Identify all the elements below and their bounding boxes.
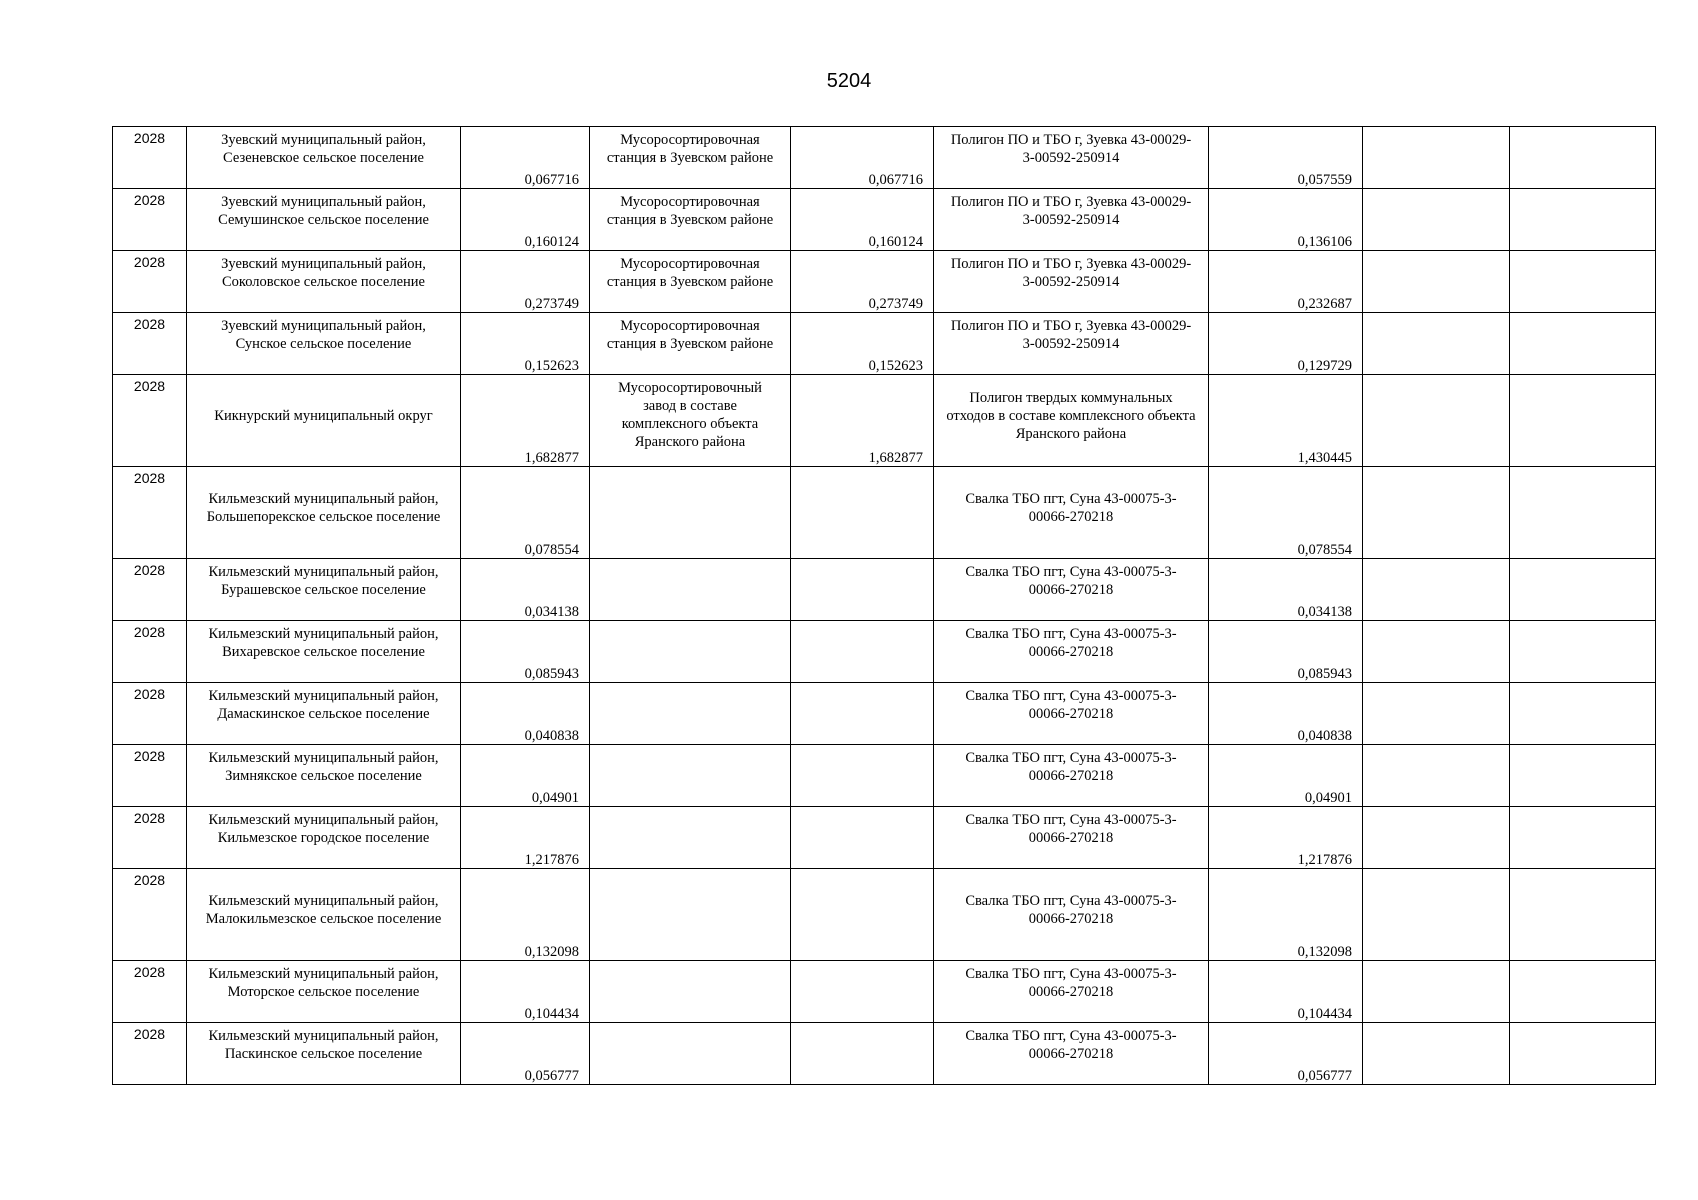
territory-text: Зуевский муниципальный район, Семушинское сельское поселение (218, 194, 429, 228)
sorting-facility-cell (590, 189, 791, 251)
year-cell (113, 961, 187, 1023)
empty-cell (1363, 313, 1510, 375)
landfill-text: Свалка ТБО пгт, Суна 43-00075-3-00066-270218 (965, 1028, 1177, 1062)
empty-cell (1363, 1023, 1510, 1085)
landfill-cell (934, 869, 1209, 961)
year-text: 2028 (133, 378, 166, 394)
table-row (113, 621, 1656, 683)
empty-cell (1363, 251, 1510, 313)
mass-generated-cell (461, 467, 590, 559)
landfill-text: Свалка ТБО пгт, Суна 43-00075-3-00066-270218 (965, 750, 1177, 784)
territory-cell (187, 807, 461, 869)
mass-to-facility-text: 1,682877 (868, 450, 923, 466)
mass-to-facility-cell (791, 807, 934, 869)
empty-cell (1510, 251, 1656, 313)
mass-to-facility-text: 0,152623 (868, 358, 923, 374)
mass-generated-cell (461, 251, 590, 313)
empty-cell (1510, 375, 1656, 467)
table-row (113, 251, 1656, 313)
territory-text: Кикнурский муниципальный округ (214, 407, 433, 424)
mass-to-facility-cell (791, 189, 934, 251)
mass-to-landfill-text: 0,057559 (1297, 172, 1352, 188)
territory-text: Кильмезский муниципальный район, Большепорекское сельское поселение (206, 490, 441, 525)
sorting-facility-text: Мусоросортировочный завод в составе комплексного объекта Яранского района (618, 380, 762, 450)
sorting-facility-cell (590, 961, 791, 1023)
mass-to-landfill-text: 1,430445 (1297, 450, 1352, 466)
table-row (113, 807, 1656, 869)
table-row (113, 127, 1656, 189)
year-cell (113, 251, 187, 313)
mass-to-facility-cell (791, 961, 934, 1023)
territory-cell (187, 621, 461, 683)
landfill-text: Свалка ТБО пгт, Суна 43-00075-3-00066-270218 (965, 688, 1177, 722)
year-text: 2028 (133, 810, 166, 826)
mass-to-landfill-cell (1209, 313, 1363, 375)
mass-generated-text: 0,04901 (531, 790, 579, 806)
landfill-cell (934, 467, 1209, 559)
territory-cell (187, 375, 461, 467)
mass-to-landfill-text: 0,232687 (1297, 296, 1352, 312)
mass-generated-text: 1,682877 (524, 450, 579, 466)
mass-to-landfill-cell (1209, 683, 1363, 745)
empty-cell (1510, 559, 1656, 621)
territory-text: Кильмезский муниципальный район, Паскинское сельское поселение (208, 1028, 439, 1062)
mass-to-landfill-text: 0,104434 (1297, 1006, 1352, 1022)
mass-to-landfill-text: 0,034138 (1297, 604, 1352, 620)
sorting-facility-text: Мусоросортировочная станция в Зуевском районе (606, 256, 774, 290)
year-text: 2028 (133, 686, 166, 702)
landfill-text: Свалка ТБО пгт, Суна 43-00075-3-00066-270218 (965, 892, 1177, 927)
mass-generated-text: 0,034138 (524, 604, 579, 620)
mass-generated-text: 0,078554 (524, 542, 579, 558)
sorting-facility-cell (590, 869, 791, 961)
sorting-facility-cell (590, 745, 791, 807)
mass-to-landfill-cell (1209, 189, 1363, 251)
sorting-facility-cell (590, 313, 791, 375)
mass-to-facility-text: 0,067716 (868, 172, 923, 188)
sorting-facility-cell (590, 683, 791, 745)
territory-cell (187, 559, 461, 621)
sorting-facility-text: Мусоросортировочная станция в Зуевском районе (606, 132, 774, 166)
year-text: 2028 (133, 130, 166, 146)
year-text: 2028 (133, 964, 166, 980)
table-row (113, 961, 1656, 1023)
landfill-text: Свалка ТБО пгт, Суна 43-00075-3-00066-270218 (965, 626, 1177, 660)
mass-to-landfill-text: 0,04901 (1304, 790, 1352, 806)
empty-cell (1510, 127, 1656, 189)
empty-cell (1363, 869, 1510, 961)
landfill-text: Полигон твердых коммунальных отходов в составе комплексного объекта Яранского района (946, 389, 1196, 442)
mass-generated-text: 0,132098 (524, 944, 579, 960)
empty-cell (1510, 189, 1656, 251)
landfill-cell (934, 683, 1209, 745)
empty-cell (1363, 467, 1510, 559)
landfill-text: Полигон ПО и ТБО г, Зуевка 43-00029-3-00592-250914 (950, 256, 1192, 290)
mass-to-landfill-text: 0,078554 (1297, 542, 1352, 558)
waste-flow-table (112, 126, 1656, 1085)
mass-to-landfill-cell (1209, 467, 1363, 559)
empty-cell (1363, 559, 1510, 621)
mass-generated-text: 0,160124 (524, 234, 579, 250)
territory-cell (187, 683, 461, 745)
year-cell (113, 127, 187, 189)
table-row (113, 745, 1656, 807)
mass-generated-cell (461, 621, 590, 683)
mass-to-landfill-text: 0,085943 (1297, 666, 1352, 682)
mass-to-landfill-cell (1209, 869, 1363, 961)
landfill-text: Полигон ПО и ТБО г, Зуевка 43-00029-3-00592-250914 (950, 132, 1192, 166)
table-row (113, 869, 1656, 961)
sorting-facility-cell (590, 1023, 791, 1085)
empty-cell (1510, 1023, 1656, 1085)
landfill-text: Свалка ТБО пгт, Суна 43-00075-3-00066-270218 (965, 812, 1177, 846)
territory-cell (187, 251, 461, 313)
empty-cell (1510, 313, 1656, 375)
mass-generated-cell (461, 745, 590, 807)
table-row (113, 1023, 1656, 1085)
landfill-cell (934, 127, 1209, 189)
landfill-cell (934, 189, 1209, 251)
mass-to-facility-cell (791, 621, 934, 683)
territory-text: Кильмезский муниципальный район, Малокильмезское сельское поселение (205, 892, 442, 927)
empty-cell (1510, 683, 1656, 745)
mass-to-landfill-text: 1,217876 (1297, 852, 1352, 868)
territory-cell (187, 745, 461, 807)
mass-to-facility-cell (791, 467, 934, 559)
year-text: 2028 (133, 470, 166, 486)
landfill-text: Свалка ТБО пгт, Суна 43-00075-3-00066-270218 (965, 966, 1177, 1000)
mass-generated-cell (461, 559, 590, 621)
mass-generated-text: 0,085943 (524, 666, 579, 682)
sorting-facility-cell (590, 251, 791, 313)
year-text: 2028 (133, 562, 166, 578)
year-cell (113, 807, 187, 869)
landfill-cell (934, 375, 1209, 467)
territory-text: Зуевский муниципальный район, Сунское сельское поселение (221, 318, 426, 352)
sorting-facility-text (590, 745, 790, 749)
territory-text: Кильмезский муниципальный район, Бурашевское сельское поселение (208, 564, 439, 598)
sorting-facility-text: Мусоросортировочная станция в Зуевском районе (606, 194, 774, 228)
landfill-cell (934, 807, 1209, 869)
year-cell (113, 559, 187, 621)
mass-to-facility-cell (791, 683, 934, 745)
mass-to-facility-cell (791, 1023, 934, 1085)
sorting-facility-text (590, 467, 790, 471)
mass-generated-cell (461, 313, 590, 375)
landfill-cell (934, 1023, 1209, 1085)
year-text: 2028 (133, 624, 166, 640)
sorting-facility-cell (590, 807, 791, 869)
empty-cell (1363, 961, 1510, 1023)
territory-text: Кильмезский муниципальный район, Вихаревское сельское поселение (208, 626, 439, 660)
year-cell (113, 745, 187, 807)
territory-cell (187, 127, 461, 189)
mass-to-landfill-text: 0,129729 (1297, 358, 1352, 374)
sorting-facility-cell (590, 467, 791, 559)
mass-generated-cell (461, 189, 590, 251)
mass-to-landfill-cell (1209, 961, 1363, 1023)
mass-generated-text: 0,104434 (524, 1006, 579, 1022)
landfill-text: Полигон ПО и ТБО г, Зуевка 43-00029-3-00592-250914 (950, 318, 1192, 352)
mass-to-landfill-cell (1209, 375, 1363, 467)
empty-cell (1510, 869, 1656, 961)
year-text: 2028 (133, 316, 166, 332)
sorting-facility-text (590, 621, 790, 625)
mass-generated-text: 0,040838 (524, 728, 579, 744)
mass-to-facility-text: 0,273749 (868, 296, 923, 312)
mass-generated-cell (461, 375, 590, 467)
territory-text: Зуевский муниципальный район, Сезеневское сельское поселение (221, 132, 426, 166)
mass-generated-cell (461, 1023, 590, 1085)
mass-to-facility-cell (791, 127, 934, 189)
table-row (113, 559, 1656, 621)
page-number: 5204 (826, 70, 872, 92)
sorting-facility-text: Мусоросортировочная станция в Зуевском районе (606, 318, 774, 352)
empty-cell (1363, 127, 1510, 189)
mass-to-facility-cell (791, 745, 934, 807)
mass-to-facility-cell (791, 559, 934, 621)
territory-text: Кильмезский муниципальный район, Кильмезское городское поселение (208, 812, 439, 846)
mass-generated-cell (461, 869, 590, 961)
mass-to-landfill-cell (1209, 251, 1363, 313)
year-cell (113, 189, 187, 251)
sorting-facility-text (590, 961, 790, 965)
sorting-facility-text (590, 683, 790, 687)
empty-cell (1363, 621, 1510, 683)
mass-generated-cell (461, 127, 590, 189)
mass-to-facility-cell (791, 375, 934, 467)
mass-to-landfill-cell (1209, 807, 1363, 869)
year-cell (113, 467, 187, 559)
empty-cell (1510, 745, 1656, 807)
sorting-facility-text (590, 1023, 790, 1027)
year-text: 2028 (133, 872, 166, 888)
territory-cell (187, 1023, 461, 1085)
territory-text: Кильмезский муниципальный район, Дамаскинское сельское поселение (208, 688, 439, 722)
mass-to-landfill-text: 0,132098 (1297, 944, 1352, 960)
table-row (113, 467, 1656, 559)
territory-cell (187, 961, 461, 1023)
mass-to-facility-cell (791, 869, 934, 961)
sorting-facility-text (590, 807, 790, 811)
year-text: 2028 (133, 1026, 166, 1042)
empty-cell (1510, 467, 1656, 559)
mass-generated-cell (461, 961, 590, 1023)
landfill-cell (934, 621, 1209, 683)
empty-cell (1363, 807, 1510, 869)
landfill-cell (934, 745, 1209, 807)
table-row (113, 683, 1656, 745)
mass-to-landfill-cell (1209, 745, 1363, 807)
table-row (113, 375, 1656, 467)
year-cell (113, 683, 187, 745)
mass-generated-text: 0,273749 (524, 296, 579, 312)
territory-cell (187, 189, 461, 251)
empty-cell (1510, 621, 1656, 683)
mass-to-facility-cell (791, 251, 934, 313)
mass-to-landfill-cell (1209, 559, 1363, 621)
empty-cell (1363, 375, 1510, 467)
empty-cell (1510, 807, 1656, 869)
table-row (113, 189, 1656, 251)
sorting-facility-cell (590, 127, 791, 189)
year-text: 2028 (133, 748, 166, 764)
year-cell (113, 869, 187, 961)
year-cell (113, 375, 187, 467)
year-cell (113, 313, 187, 375)
empty-cell (1363, 683, 1510, 745)
mass-to-landfill-cell (1209, 1023, 1363, 1085)
mass-to-facility-text: 0,160124 (868, 234, 923, 250)
territory-cell (187, 467, 461, 559)
mass-generated-text: 1,217876 (524, 852, 579, 868)
year-cell (113, 621, 187, 683)
mass-generated-cell (461, 683, 590, 745)
mass-generated-text: 0,056777 (524, 1068, 579, 1084)
mass-to-landfill-text: 0,136106 (1297, 234, 1352, 250)
mass-to-landfill-text: 0,056777 (1297, 1068, 1352, 1084)
sorting-facility-text (590, 559, 790, 563)
territory-cell (187, 869, 461, 961)
mass-to-facility-cell (791, 313, 934, 375)
year-cell (113, 1023, 187, 1085)
mass-generated-text: 0,067716 (524, 172, 579, 188)
landfill-text: Полигон ПО и ТБО г, Зуевка 43-00029-3-00592-250914 (950, 194, 1192, 228)
empty-cell (1363, 745, 1510, 807)
sorting-facility-cell (590, 559, 791, 621)
landfill-cell (934, 961, 1209, 1023)
empty-cell (1510, 961, 1656, 1023)
mass-to-landfill-cell (1209, 621, 1363, 683)
table-body (113, 127, 1656, 1085)
sorting-facility-text (590, 869, 790, 873)
year-text: 2028 (133, 192, 166, 208)
landfill-cell (934, 313, 1209, 375)
sorting-facility-cell (590, 375, 791, 467)
landfill-cell (934, 559, 1209, 621)
year-text: 2028 (133, 254, 166, 270)
mass-generated-cell (461, 807, 590, 869)
mass-to-landfill-text: 0,040838 (1297, 728, 1352, 744)
table-row (113, 313, 1656, 375)
mass-to-landfill-cell (1209, 127, 1363, 189)
landfill-cell (934, 251, 1209, 313)
landfill-text: Свалка ТБО пгт, Суна 43-00075-3-00066-270218 (965, 564, 1177, 598)
sorting-facility-cell (590, 621, 791, 683)
territory-text: Зуевский муниципальный район, Соколовское сельское поселение (221, 256, 426, 290)
empty-cell (1363, 189, 1510, 251)
mass-generated-text: 0,152623 (524, 358, 579, 374)
territory-text: Кильмезский муниципальный район, Зимнякское сельское поселение (208, 750, 439, 784)
landfill-text: Свалка ТБО пгт, Суна 43-00075-3-00066-270218 (965, 490, 1177, 525)
territory-text: Кильмезский муниципальный район, Моторское сельское поселение (208, 966, 439, 1000)
territory-cell (187, 313, 461, 375)
